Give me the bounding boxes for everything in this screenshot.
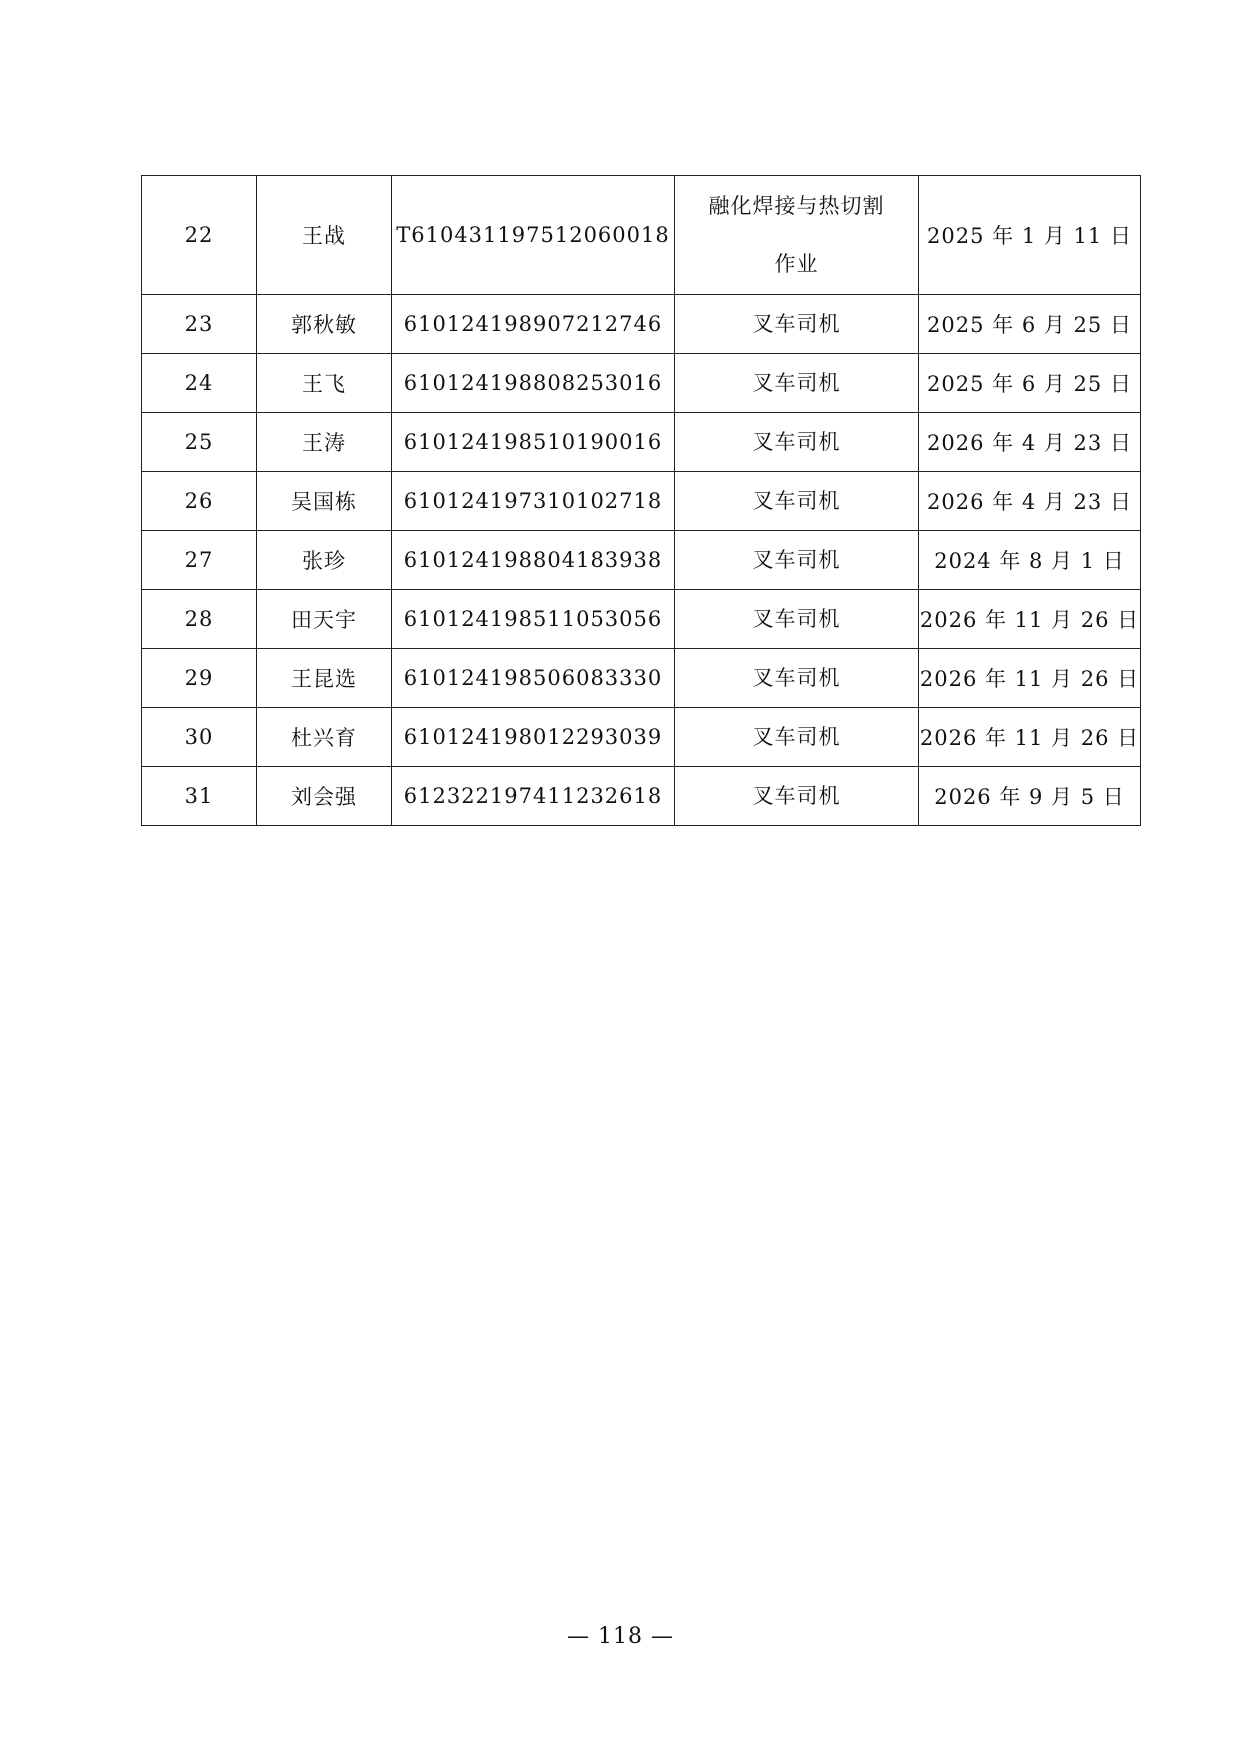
job-type-line: 叉车司机 — [752, 784, 841, 808]
job-type-line: 叉车司机 — [752, 666, 841, 690]
job-type-line: 融化焊接与热切割 — [708, 194, 885, 218]
row-number-cell: 30 — [142, 708, 257, 767]
date-cell: 2025 年 6 月 25 日 — [919, 354, 1141, 413]
date-cell: 2025 年 1 月 11 日 — [919, 176, 1141, 295]
row-number-cell: 26 — [142, 472, 257, 531]
job-type-line: 叉车司机 — [752, 607, 841, 631]
table-row — [142, 176, 1141, 295]
row-number-cell: 25 — [142, 413, 257, 472]
id-number-cell: 610124198808253016 — [392, 354, 675, 413]
row-number-cell: 23 — [142, 295, 257, 354]
job-type-line: 叉车司机 — [752, 371, 841, 395]
id-number-cell: 610124198907212746 — [392, 295, 675, 354]
job-type-line: 叉车司机 — [752, 489, 841, 513]
row-number-cell: 28 — [142, 590, 257, 649]
name-cell: 吴国栋 — [257, 472, 392, 531]
table-row — [142, 649, 1141, 708]
name-cell: 王涛 — [257, 413, 392, 472]
date-cell: 2026 年 11 月 26 日 — [919, 649, 1141, 708]
date-cell: 2026 年 11 月 26 日 — [919, 590, 1141, 649]
table-row — [142, 472, 1141, 531]
job-type-line: 叉车司机 — [752, 312, 841, 336]
table-row — [142, 531, 1141, 590]
table-row — [142, 354, 1141, 413]
table-row — [142, 590, 1141, 649]
job-type-line: 叉车司机 — [752, 725, 841, 749]
id-number-cell: 610124198804183938 — [392, 531, 675, 590]
records-table — [141, 175, 1141, 826]
date-cell: 2026 年 4 月 23 日 — [919, 472, 1141, 531]
job-type-cell — [675, 590, 919, 649]
job-type-cell — [675, 708, 919, 767]
job-type-line: 作业 — [774, 252, 819, 276]
table-row — [142, 413, 1141, 472]
row-number-cell: 24 — [142, 354, 257, 413]
job-type-cell — [675, 354, 919, 413]
id-number-cell: 610124198510190016 — [392, 413, 675, 472]
date-cell: 2024 年 8 月 1 日 — [919, 531, 1141, 590]
name-cell: 杜兴育 — [257, 708, 392, 767]
name-cell: 田天宇 — [257, 590, 392, 649]
job-type-cell — [675, 531, 919, 590]
job-type-cell — [675, 649, 919, 708]
name-cell: 刘会强 — [257, 767, 392, 826]
name-cell: 王昆选 — [257, 649, 392, 708]
date-cell: 2026 年 11 月 26 日 — [919, 708, 1141, 767]
table-row — [142, 295, 1141, 354]
name-cell: 王战 — [257, 176, 392, 295]
id-number-cell: 610124198012293039 — [392, 708, 675, 767]
job-type-cell — [675, 472, 919, 531]
job-type-line: 叉车司机 — [752, 430, 841, 454]
row-number-cell: 22 — [142, 176, 257, 295]
job-type-cell — [675, 767, 919, 826]
date-cell: 2026 年 9 月 5 日 — [919, 767, 1141, 826]
page-number: — 118 — — [567, 1624, 674, 1649]
date-cell: 2026 年 4 月 23 日 — [919, 413, 1141, 472]
name-cell: 张珍 — [257, 531, 392, 590]
id-number-cell: 610124197310102718 — [392, 472, 675, 531]
job-type-line: 叉车司机 — [752, 548, 841, 572]
table-row — [142, 708, 1141, 767]
row-number-cell: 29 — [142, 649, 257, 708]
job-type-cell — [675, 295, 919, 354]
job-type-cell — [675, 176, 919, 295]
id-number-cell: 610124198506083330 — [392, 649, 675, 708]
name-cell: 郭秋敏 — [257, 295, 392, 354]
job-type-cell — [675, 413, 919, 472]
date-cell: 2025 年 6 月 25 日 — [919, 295, 1141, 354]
name-cell: 王飞 — [257, 354, 392, 413]
id-number-cell: T610431197512060018 — [392, 176, 675, 295]
row-number-cell: 31 — [142, 767, 257, 826]
row-number-cell: 27 — [142, 531, 257, 590]
table-body — [142, 176, 1141, 826]
id-number-cell: 612322197411232618 — [392, 767, 675, 826]
id-number-cell: 610124198511053056 — [392, 590, 675, 649]
table-row — [142, 767, 1141, 826]
